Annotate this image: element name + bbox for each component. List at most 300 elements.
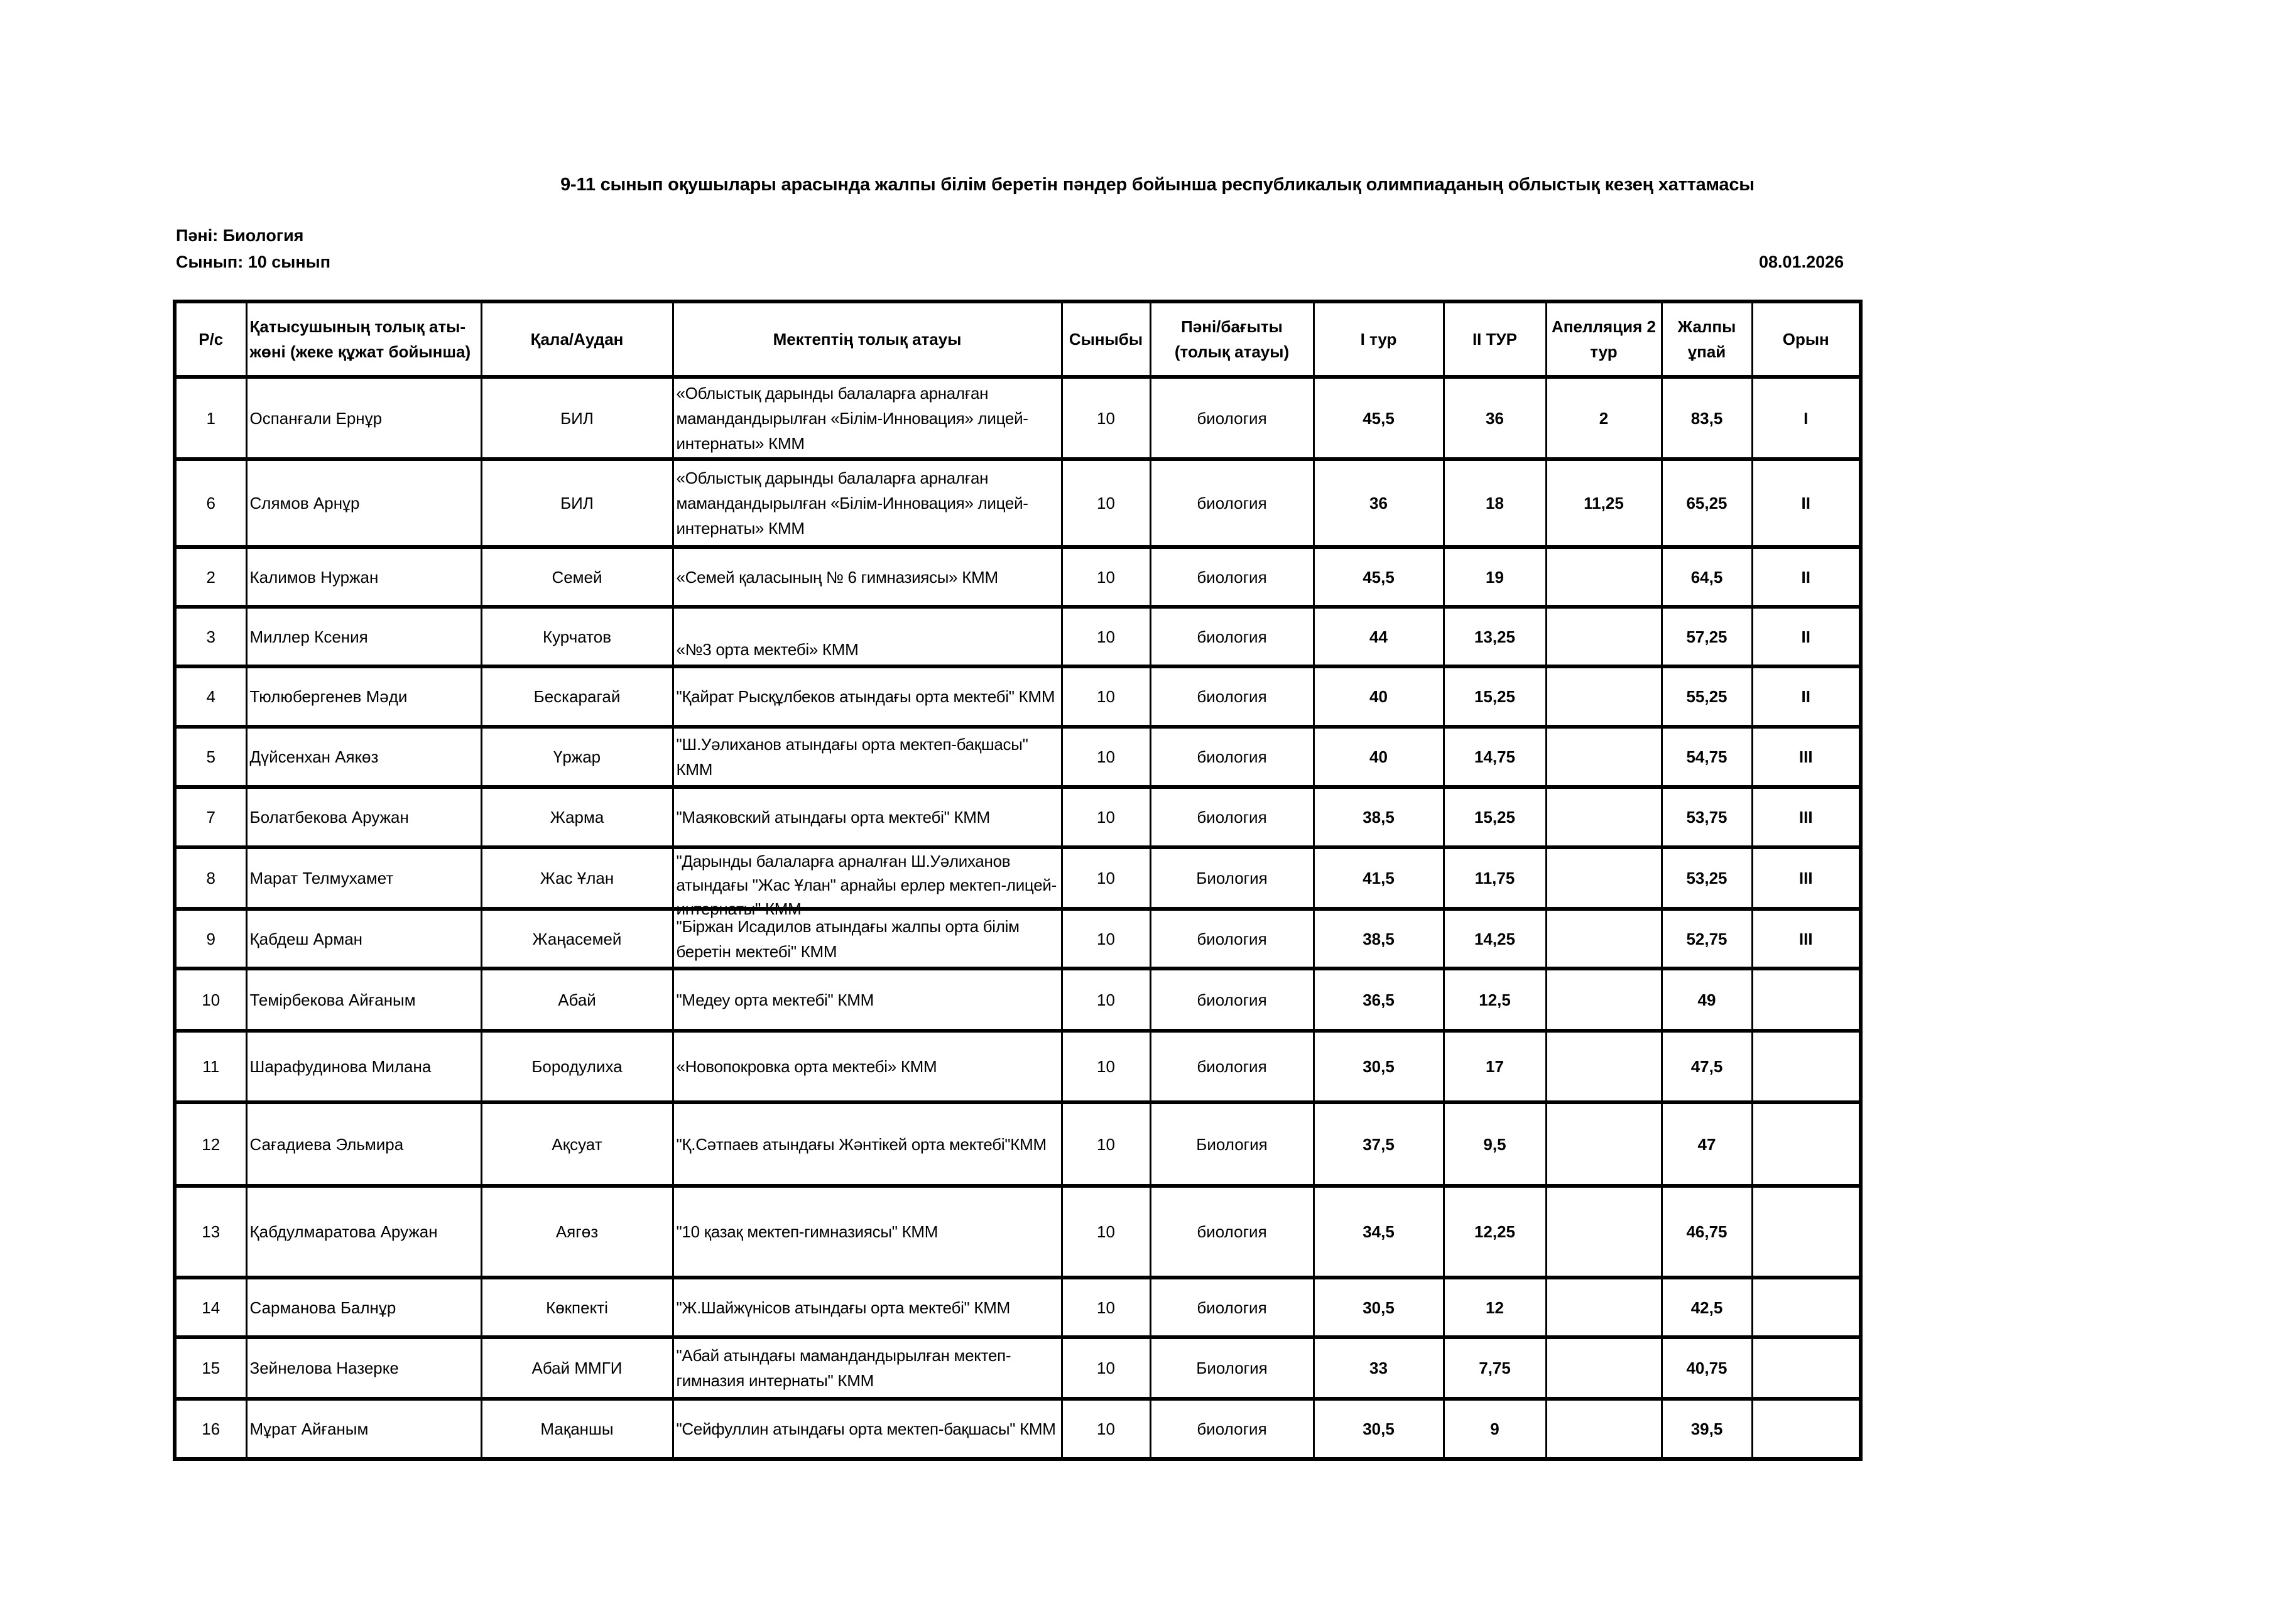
place-text: II	[1801, 627, 1810, 646]
total-score-text: 42,5	[1690, 1298, 1723, 1317]
city-district	[481, 1102, 673, 1186]
round1-score	[1314, 969, 1444, 1031]
table-row	[175, 1337, 1861, 1399]
total-score	[1662, 1399, 1752, 1459]
participant-name	[246, 969, 481, 1031]
participant-name-text: Сарманова Балнұр	[249, 1298, 396, 1317]
table-row	[175, 1186, 1861, 1278]
city-district-text: Аягөз	[555, 1222, 599, 1241]
row-num-text: 10	[202, 990, 220, 1009]
table-row	[175, 459, 1861, 547]
school-name-text: "Қайрат Рысқұлбеков атындағы орта мектебі" КММ	[676, 687, 1055, 706]
appeal-score	[1546, 727, 1662, 787]
total-score	[1662, 909, 1752, 969]
grade	[1062, 1278, 1150, 1337]
participant-name	[246, 1102, 481, 1186]
city-district-text: Абай	[558, 990, 596, 1009]
round1-score	[1314, 459, 1444, 547]
round1-score-text: 40	[1369, 747, 1388, 766]
appeal-score	[1546, 1399, 1662, 1459]
subject	[1150, 727, 1314, 787]
grade-text: 10	[1097, 1222, 1115, 1241]
city-district	[481, 727, 673, 787]
grade-text: 10	[1097, 1419, 1115, 1438]
row-num-text: 1	[206, 408, 215, 428]
grade	[1062, 1102, 1150, 1186]
round2-score	[1444, 847, 1546, 909]
round1-score-text: 36	[1369, 494, 1388, 513]
round1-score	[1314, 1031, 1444, 1102]
grade-text: 10	[1097, 1298, 1115, 1317]
round2-score	[1444, 969, 1546, 1031]
place	[1752, 459, 1861, 547]
header-num: Р/с	[175, 301, 246, 377]
grade-line: Сынып: 10 сынып	[176, 252, 331, 271]
place	[1752, 666, 1861, 727]
round2-score-text: 7,75	[1479, 1359, 1511, 1377]
round1-score-text: 41,5	[1363, 869, 1395, 887]
school-name-text: "Медеу орта мектебі" КММ	[676, 990, 874, 1009]
row-num	[175, 727, 246, 787]
round2-score-text: 19	[1486, 567, 1504, 587]
round1-score	[1314, 1399, 1444, 1459]
header-subject: Пәні/бағыты (толық атауы)	[1150, 301, 1314, 377]
subject	[1150, 1031, 1314, 1102]
row-num-text: 9	[206, 929, 215, 948]
participant-name	[246, 787, 481, 847]
subject-text: биология	[1197, 408, 1267, 428]
school-name	[673, 607, 1062, 666]
city-district-text: Бескарагай	[533, 687, 621, 706]
school-name-text: "Маяковский атындағы орта мектебі" КММ	[676, 808, 990, 827]
place	[1752, 1278, 1861, 1337]
row-num	[175, 459, 246, 547]
appeal-score	[1546, 969, 1662, 1031]
place	[1752, 727, 1861, 787]
city-district-text: БИЛ	[560, 408, 594, 428]
total-score-text: 65,25	[1686, 494, 1727, 513]
round1-score	[1314, 377, 1444, 459]
total-score-text: 53,25	[1686, 869, 1727, 887]
participant-name	[246, 909, 481, 969]
school-name	[673, 1031, 1062, 1102]
school-name-text: «Облыстық дарынды балаларға арналған мамандандырылған «Білім-Инновация» лицей-интернаты» КММ	[676, 469, 1028, 538]
subject-text: биология	[1197, 1222, 1267, 1241]
subject	[1150, 607, 1314, 666]
grade	[1062, 1031, 1150, 1102]
grade	[1062, 607, 1150, 666]
grade	[1062, 459, 1150, 547]
row-num	[175, 969, 246, 1031]
subject	[1150, 1186, 1314, 1278]
row-num	[175, 1031, 246, 1102]
grade	[1062, 969, 1150, 1031]
place-text: I	[1804, 408, 1809, 428]
appeal-score	[1546, 1186, 1662, 1278]
city-district	[481, 1399, 673, 1459]
total-score	[1662, 666, 1752, 727]
participant-name-text: Миллер Ксения	[249, 627, 368, 646]
grade-text: 10	[1097, 869, 1115, 887]
subject-text: биология	[1197, 929, 1267, 948]
row-num	[175, 1399, 246, 1459]
round2-score	[1444, 666, 1546, 727]
row-num	[175, 909, 246, 969]
grade-text: 10	[1097, 687, 1115, 706]
school-name-text: "Сейфуллин атындағы орта мектеп-бақшасы" КММ	[676, 1419, 1056, 1438]
total-score	[1662, 787, 1752, 847]
round1-score-text: 30,5	[1363, 1298, 1395, 1317]
participant-name-text: Дүйсенхан Аякөз	[249, 747, 379, 766]
participant-name	[246, 727, 481, 787]
grade-text: 10	[1097, 494, 1115, 513]
appeal-score	[1546, 847, 1662, 909]
table-row	[175, 377, 1861, 459]
round1-score	[1314, 727, 1444, 787]
grade-text: 10	[1097, 1359, 1115, 1377]
participant-name	[246, 1031, 481, 1102]
grade-text: 10	[1097, 1057, 1115, 1076]
place	[1752, 1102, 1861, 1186]
city-district	[481, 1278, 673, 1337]
subject	[1150, 377, 1314, 459]
total-score-text: 54,75	[1686, 747, 1727, 766]
grade-text: 10	[1097, 990, 1115, 1009]
participant-name	[246, 1337, 481, 1399]
participant-name-text: Марат Телмухамет	[249, 869, 394, 887]
subject-text: биология	[1197, 1057, 1267, 1076]
place-text: III	[1798, 747, 1813, 766]
subject-text: Биология	[1196, 869, 1268, 887]
participant-name-text: Темірбекова Айғаным	[249, 990, 416, 1009]
row-num-text: 2	[206, 567, 215, 587]
row-num-text: 13	[202, 1222, 220, 1241]
city-district	[481, 547, 673, 607]
participant-name-text: Слямов Арнұр	[249, 494, 360, 513]
school-name	[673, 377, 1062, 459]
city-district	[481, 459, 673, 547]
participant-name	[246, 666, 481, 727]
row-num-text: 3	[206, 627, 215, 646]
place	[1752, 1031, 1861, 1102]
appeal-score	[1546, 787, 1662, 847]
subject-text: биология	[1197, 990, 1267, 1009]
table-row	[175, 666, 1861, 727]
school-name	[673, 1278, 1062, 1337]
row-num-text: 7	[206, 808, 215, 827]
appeal-score	[1546, 1278, 1662, 1337]
round2-score	[1444, 787, 1546, 847]
place	[1752, 909, 1861, 969]
school-name-text: "Қ.Сәтпаев атындағы Жәнтікей орта мектебі"КММ	[676, 1134, 1047, 1154]
total-score-text: 52,75	[1686, 929, 1727, 948]
round1-score	[1314, 909, 1444, 969]
school-name	[673, 969, 1062, 1031]
appeal-score	[1546, 459, 1662, 547]
participant-name	[246, 377, 481, 459]
round1-score-text: 34,5	[1363, 1222, 1395, 1241]
city-district	[481, 607, 673, 666]
school-name-text: «Семей қаласының № 6 гимназиясы» КММ	[676, 567, 998, 587]
participant-name	[246, 847, 481, 909]
school-name	[673, 459, 1062, 547]
city-district-text: Жаңасемей	[532, 929, 622, 948]
place	[1752, 1337, 1861, 1399]
row-num	[175, 1337, 246, 1399]
row-num	[175, 377, 246, 459]
subject-text: биология	[1197, 1298, 1267, 1317]
table-row	[175, 727, 1861, 787]
city-district-text: Көкпекті	[546, 1298, 608, 1317]
round2-score-text: 36	[1486, 408, 1504, 428]
total-score	[1662, 969, 1752, 1031]
table-header-row	[175, 301, 1861, 377]
appeal-score	[1546, 666, 1662, 727]
school-name	[673, 727, 1062, 787]
grade	[1062, 547, 1150, 607]
total-score	[1662, 547, 1752, 607]
total-score-text: 46,75	[1686, 1222, 1727, 1241]
participant-name-text: Калимов Нуржан	[249, 567, 379, 587]
city-district-text: Семей	[552, 567, 602, 587]
city-district-text: БИЛ	[560, 494, 594, 513]
round1-score	[1314, 607, 1444, 666]
row-num	[175, 787, 246, 847]
round1-score-text: 36,5	[1363, 990, 1395, 1009]
total-score	[1662, 1278, 1752, 1337]
grade	[1062, 909, 1150, 969]
school-name-text: "Абай атындағы мамандандырылған мектеп-гимназия интернаты" КММ	[676, 1346, 1011, 1390]
place-text: III	[1798, 869, 1813, 887]
total-score-text: 47,5	[1690, 1057, 1723, 1076]
school-name-text: "Дарынды балаларға арналған Ш.Уәлиханов атындағы "Жас Ұлан" арнайы ерлер мектеп-лицей-интернаты" КММ	[676, 852, 1057, 918]
results-table	[173, 300, 1863, 1461]
grade-text: 10	[1097, 747, 1115, 766]
appeal-score	[1546, 909, 1662, 969]
round1-score	[1314, 1337, 1444, 1399]
place	[1752, 1186, 1861, 1278]
total-score	[1662, 1102, 1752, 1186]
table-row	[175, 607, 1861, 666]
total-score-text: 47	[1697, 1134, 1716, 1154]
grade	[1062, 1186, 1150, 1278]
participant-name	[246, 547, 481, 607]
subject	[1150, 787, 1314, 847]
grade	[1062, 727, 1150, 787]
subject-text: биология	[1197, 1419, 1267, 1438]
row-num-text: 12	[202, 1134, 220, 1154]
school-name-text: "10 қазақ мектеп-гимназиясы" КММ	[676, 1222, 939, 1241]
subject	[1150, 1337, 1314, 1399]
place	[1752, 969, 1861, 1031]
grade-text: 10	[1097, 627, 1115, 646]
school-name	[673, 1399, 1062, 1459]
participant-name-text: Мұрат Айғаным	[249, 1419, 369, 1438]
table-row	[175, 847, 1861, 909]
document-date: 08.01.2026	[1759, 252, 1844, 271]
subject	[1150, 1102, 1314, 1186]
school-name-text: "Ж.Шайжүнісов атындағы орта мектебі" КММ	[676, 1298, 1010, 1317]
grade	[1062, 787, 1150, 847]
place-text: II	[1801, 494, 1810, 513]
city-district	[481, 1186, 673, 1278]
round2-score	[1444, 1399, 1546, 1459]
row-num-text: 4	[206, 687, 215, 706]
header-name: Қатысушының толық аты-жөні (жеке құжат бойынша)	[246, 301, 481, 377]
place-text: II	[1801, 567, 1810, 587]
place	[1752, 547, 1861, 607]
table-row	[175, 547, 1861, 607]
participant-name	[246, 1186, 481, 1278]
participant-name-text: Сағадиева Эльмира	[249, 1134, 404, 1154]
subject-text: биология	[1197, 808, 1267, 827]
round2-score	[1444, 1186, 1546, 1278]
round2-score-text: 15,25	[1474, 687, 1516, 706]
round2-score-text: 14,75	[1474, 747, 1516, 766]
header-appeal: Апелляция 2 тур	[1546, 301, 1662, 377]
row-num-text: 5	[206, 747, 215, 766]
subject-text: Биология	[1196, 1134, 1268, 1154]
round1-score-text: 44	[1369, 627, 1388, 646]
table-row	[175, 1278, 1861, 1337]
subject-text: биология	[1197, 494, 1267, 513]
header-city: Қала/Аудан	[481, 301, 673, 377]
header-school: Мектептің толық атауы	[673, 301, 1062, 377]
round1-score	[1314, 1102, 1444, 1186]
school-name-text: "Біржан Исадилов атындағы жалпы орта білім беретін мектебі" КММ	[676, 916, 1020, 961]
subject	[1150, 969, 1314, 1031]
total-score	[1662, 607, 1752, 666]
row-num	[175, 607, 246, 666]
subject-text: биология	[1197, 747, 1267, 766]
city-district	[481, 377, 673, 459]
row-num-text: 8	[206, 869, 215, 887]
round2-score-text: 17	[1486, 1057, 1504, 1076]
total-score	[1662, 377, 1752, 459]
city-district-text: Курчатов	[542, 627, 612, 646]
school-name-text: «Облыстық дарынды балаларға арналған мамандандырылған «Білім-Инновация» лицей-интернаты» КММ	[676, 383, 1028, 453]
school-name	[673, 909, 1062, 969]
total-score	[1662, 727, 1752, 787]
round2-score-text: 18	[1486, 494, 1504, 513]
total-score	[1662, 1186, 1752, 1278]
round1-score-text: 37,5	[1363, 1134, 1395, 1154]
appeal-score	[1546, 607, 1662, 666]
table-row	[175, 1102, 1861, 1186]
participant-name	[246, 1278, 481, 1337]
round1-score-text: 38,5	[1363, 929, 1395, 948]
city-district	[481, 666, 673, 727]
grade	[1062, 666, 1150, 727]
round1-score-text: 30,5	[1363, 1057, 1395, 1076]
participant-name-text: Тюлюбергенев Мәди	[249, 687, 408, 706]
header-grade: Сыныбы	[1062, 301, 1150, 377]
table-row	[175, 787, 1861, 847]
round2-score-text: 11,75	[1474, 869, 1515, 887]
table-row	[175, 1399, 1861, 1459]
round1-score	[1314, 787, 1444, 847]
grade-text: 10	[1097, 929, 1115, 948]
round2-score	[1444, 547, 1546, 607]
row-num	[175, 666, 246, 727]
row-num-text: 11	[202, 1057, 220, 1076]
total-score	[1662, 1337, 1752, 1399]
table-row	[175, 1031, 1861, 1102]
grade	[1062, 377, 1150, 459]
grade	[1062, 847, 1150, 909]
row-num-text: 14	[202, 1298, 220, 1317]
total-score-text: 57,25	[1686, 627, 1727, 646]
document-title: 9-11 сынып оқушылары арасында жалпы білім беретін пәндер бойынша республикалық олимпиаданың облыстық кезең хаттамасы	[560, 175, 1755, 195]
total-score-text: 39,5	[1690, 1419, 1723, 1438]
total-score-text: 83,5	[1690, 408, 1723, 428]
round2-score	[1444, 377, 1546, 459]
school-name-text: «№3 орта мектебі» КММ	[676, 640, 859, 659]
participant-name-text: Болатбекова Аружан	[249, 808, 409, 827]
total-score-text: 40,75	[1686, 1359, 1727, 1377]
round1-score	[1314, 1186, 1444, 1278]
round1-score-text: 33	[1369, 1359, 1388, 1377]
city-district	[481, 847, 673, 909]
city-district	[481, 1337, 673, 1399]
round1-score-text: 30,5	[1363, 1419, 1395, 1438]
subject	[1150, 666, 1314, 727]
subject-text: биология	[1197, 687, 1267, 706]
round2-score	[1444, 909, 1546, 969]
participant-name	[246, 459, 481, 547]
place	[1752, 1399, 1861, 1459]
row-num	[175, 1278, 246, 1337]
round1-score	[1314, 547, 1444, 607]
total-score	[1662, 847, 1752, 909]
round1-score	[1314, 1278, 1444, 1337]
subject	[1150, 547, 1314, 607]
participant-name-text: Шарафудинова Милана	[249, 1057, 432, 1076]
school-name-text: "Ш.Уәлиханов атындағы орта мектеп-бақшасы" КММ	[676, 735, 1028, 779]
subject	[1150, 909, 1314, 969]
round1-score	[1314, 847, 1444, 909]
round2-score	[1444, 1031, 1546, 1102]
round2-score	[1444, 1278, 1546, 1337]
place-text: II	[1801, 687, 1810, 706]
grade	[1062, 1399, 1150, 1459]
row-num-text: 16	[202, 1419, 220, 1438]
appeal-score	[1546, 1102, 1662, 1186]
round2-score-text: 12	[1486, 1298, 1504, 1317]
city-district-text: Жас Ұлан	[540, 869, 614, 887]
place	[1752, 607, 1861, 666]
school-name	[673, 1102, 1062, 1186]
city-district-text: Үржар	[553, 747, 601, 766]
round2-score-text: 12,25	[1474, 1222, 1516, 1241]
city-district	[481, 969, 673, 1031]
school-name	[673, 847, 1062, 918]
participant-name-text: Қабдеш Арман	[249, 929, 363, 948]
round2-score	[1444, 1337, 1546, 1399]
school-name	[673, 547, 1062, 607]
round2-score-text: 14,25	[1474, 929, 1516, 948]
total-score	[1662, 1031, 1752, 1102]
total-score-text: 53,75	[1686, 808, 1727, 827]
round2-score-text: 9,5	[1483, 1134, 1506, 1154]
round2-score	[1444, 607, 1546, 666]
appeal-score	[1546, 1337, 1662, 1399]
row-num	[175, 1186, 246, 1278]
school-name	[673, 1186, 1062, 1278]
round1-score-text: 40	[1369, 687, 1388, 706]
subject	[1150, 847, 1314, 909]
school-name	[673, 1337, 1062, 1399]
